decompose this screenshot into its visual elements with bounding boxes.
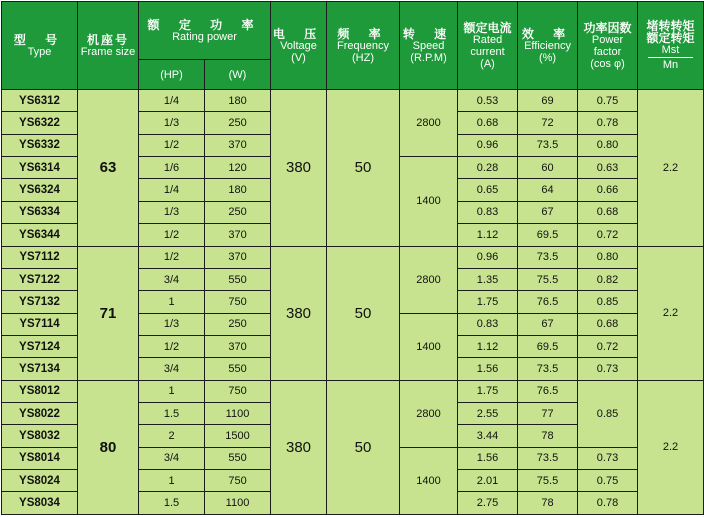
power-hp-cell: 3/4 — [139, 447, 205, 469]
power-factor-cell: 0.85 — [578, 291, 638, 313]
header-frequency-unit: (HZ) — [352, 51, 375, 64]
header-type — [2, 2, 78, 90]
header-efficiency — [518, 2, 578, 90]
header-efficiency-en: Efficiency — [524, 39, 571, 52]
header-voltage-en: Voltage — [280, 39, 317, 52]
speed-cell: 2800 — [400, 246, 458, 313]
header-voltage-cn: 电 压 — [272, 26, 325, 41]
speed-cell: 2800 — [400, 380, 458, 447]
power-hp-cell: 1/3 — [139, 201, 205, 223]
power-w-cell: 370 — [205, 224, 271, 246]
power-factor-cell: 0.75 — [578, 470, 638, 492]
speed-cell: 1400 — [400, 447, 458, 514]
header-frequency-en: Frequency — [337, 39, 389, 52]
current-cell: 0.96 — [458, 134, 518, 156]
torque-cell: 2.2 — [638, 90, 704, 247]
efficiency-cell: 73.5 — [518, 134, 578, 156]
power-w-cell: 250 — [205, 313, 271, 335]
power-factor-cell: 0.78 — [578, 492, 638, 515]
type-cell: YS8024 — [2, 470, 78, 492]
power-factor-cell: 0.68 — [578, 201, 638, 223]
efficiency-cell: 75.5 — [518, 268, 578, 290]
power-factor-cell: 0.78 — [578, 112, 638, 134]
efficiency-cell: 73.5 — [518, 358, 578, 380]
header-power-cn: 额 定 功 率 — [147, 17, 262, 32]
frequency-cell: 50 — [327, 90, 400, 247]
header-type-en: Type — [27, 45, 52, 58]
header-frame-en: Frame size — [80, 45, 136, 58]
power-hp-cell: 1/3 — [139, 313, 205, 335]
header-speed-en: Speed — [412, 39, 445, 52]
header-power-w: (W) — [205, 60, 271, 90]
efficiency-cell: 73.5 — [518, 447, 578, 469]
power-factor-cell: 0.75 — [578, 90, 638, 112]
header-power-factor-cn: 功率因数 — [583, 20, 632, 35]
power-hp-cell: 1/2 — [139, 246, 205, 268]
current-cell: 0.68 — [458, 112, 518, 134]
current-cell: 1.56 — [458, 447, 518, 469]
power-factor-cell: 0.63 — [578, 157, 638, 179]
header-power-factor-en: Power factor — [591, 33, 624, 58]
type-cell: YS8032 — [2, 425, 78, 447]
power-factor-cell: 0.72 — [578, 335, 638, 357]
efficiency-cell: 76.5 — [518, 291, 578, 313]
table-body — [2, 90, 704, 515]
header-current-unit: (A) — [480, 57, 495, 70]
current-cell: 0.28 — [458, 157, 518, 179]
efficiency-cell: 67 — [518, 313, 578, 335]
power-w-cell: 550 — [205, 268, 271, 290]
type-cell: YS7122 — [2, 268, 78, 290]
efficiency-cell: 77 — [518, 403, 578, 425]
type-cell: YS6344 — [2, 224, 78, 246]
type-cell: YS6332 — [2, 134, 78, 156]
current-cell: 1.35 — [458, 268, 518, 290]
header-current — [458, 2, 518, 90]
power-hp-cell: 1/2 — [139, 224, 205, 246]
header-power — [139, 2, 271, 60]
efficiency-cell: 69.5 — [518, 224, 578, 246]
voltage-cell: 380 — [271, 90, 327, 247]
header-efficiency-cn: 效 率 — [521, 26, 574, 41]
power-factor-cell: 0.80 — [578, 134, 638, 156]
type-cell: YS7134 — [2, 358, 78, 380]
power-factor-cell: 0.72 — [578, 224, 638, 246]
efficiency-cell: 69 — [518, 90, 578, 112]
power-factor-cell: 0.82 — [578, 268, 638, 290]
power-factor-cell: 0.73 — [578, 358, 638, 380]
power-w-cell: 550 — [205, 358, 271, 380]
current-cell: 1.56 — [458, 358, 518, 380]
efficiency-cell: 72 — [518, 112, 578, 134]
header-torque-den: Mn — [648, 57, 693, 71]
power-hp-cell: 3/4 — [139, 358, 205, 380]
power-w-cell: 370 — [205, 335, 271, 357]
header-torque-cn-1: 堵转转矩 — [646, 19, 695, 33]
efficiency-cell: 60 — [518, 157, 578, 179]
current-cell: 3.44 — [458, 425, 518, 447]
speed-cell: 1400 — [400, 313, 458, 380]
current-cell: 0.96 — [458, 246, 518, 268]
type-cell: YS7114 — [2, 313, 78, 335]
torque-cell: 2.2 — [638, 246, 704, 380]
table-row — [2, 246, 704, 268]
type-cell: YS6334 — [2, 201, 78, 223]
current-cell: 2.55 — [458, 403, 518, 425]
torque-cell: 2.2 — [638, 380, 704, 514]
power-hp-cell: 1.5 — [139, 492, 205, 515]
efficiency-cell: 78 — [518, 425, 578, 447]
power-w-cell: 1100 — [205, 492, 271, 515]
header-torque — [638, 2, 704, 90]
frame-cell: 80 — [78, 380, 139, 514]
header-power-factor-unit: (cos φ) — [590, 57, 625, 70]
type-cell: YS8034 — [2, 492, 78, 515]
power-w-cell: 370 — [205, 134, 271, 156]
power-hp-cell: 2 — [139, 425, 205, 447]
header-power-factor — [578, 2, 638, 90]
table-row — [2, 90, 704, 112]
power-factor-cell: 0.68 — [578, 313, 638, 335]
efficiency-cell: 64 — [518, 179, 578, 201]
power-factor-cell: 0.85 — [578, 380, 638, 447]
type-cell: YS8022 — [2, 403, 78, 425]
current-cell: 0.83 — [458, 313, 518, 335]
power-hp-cell: 1 — [139, 291, 205, 313]
type-cell: YS6324 — [2, 179, 78, 201]
header-voltage-unit: (V) — [291, 51, 306, 64]
efficiency-cell: 76.5 — [518, 380, 578, 402]
efficiency-cell: 78 — [518, 492, 578, 515]
header-frequency — [327, 2, 400, 90]
type-cell: YS6314 — [2, 157, 78, 179]
header-voltage — [271, 2, 327, 90]
power-w-cell: 250 — [205, 112, 271, 134]
type-cell: YS6312 — [2, 90, 78, 112]
frame-cell: 71 — [78, 246, 139, 380]
power-factor-cell: 0.66 — [578, 179, 638, 201]
power-w-cell: 1100 — [205, 403, 271, 425]
current-cell: 0.53 — [458, 90, 518, 112]
header-type-cn: 型 号 — [13, 32, 66, 47]
power-w-cell: 750 — [205, 291, 271, 313]
header-speed — [400, 2, 458, 90]
type-cell: YS7124 — [2, 335, 78, 357]
power-hp-cell: 3/4 — [139, 268, 205, 290]
header-frequency-cn: 频 率 — [337, 26, 389, 41]
voltage-cell: 380 — [271, 246, 327, 380]
header-power-en: Rating power — [172, 30, 237, 43]
header-current-en: Rated current — [470, 33, 505, 58]
power-hp-cell: 1/4 — [139, 179, 205, 201]
power-hp-cell: 1/2 — [139, 134, 205, 156]
power-w-cell: 120 — [205, 157, 271, 179]
current-cell: 0.83 — [458, 201, 518, 223]
power-hp-cell: 1.5 — [139, 403, 205, 425]
motor-spec-table — [1, 1, 704, 515]
power-hp-cell: 1/6 — [139, 157, 205, 179]
header-speed-unit: (R.P.M) — [410, 51, 447, 64]
power-hp-cell: 1 — [139, 470, 205, 492]
header-torque-num: Mst — [661, 44, 680, 56]
power-w-cell: 180 — [205, 90, 271, 112]
current-cell: 2.01 — [458, 470, 518, 492]
frequency-cell: 50 — [327, 246, 400, 380]
frequency-cell: 50 — [327, 380, 400, 514]
power-factor-cell: 0.80 — [578, 246, 638, 268]
power-w-cell: 1500 — [205, 425, 271, 447]
current-cell: 0.65 — [458, 179, 518, 201]
power-w-cell: 180 — [205, 179, 271, 201]
efficiency-cell: 67 — [518, 201, 578, 223]
header-speed-cn: 转 速 — [402, 26, 455, 41]
power-w-cell: 750 — [205, 380, 271, 402]
current-cell: 1.12 — [458, 224, 518, 246]
type-cell: YS7132 — [2, 291, 78, 313]
power-hp-cell: 1/4 — [139, 90, 205, 112]
speed-cell: 2800 — [400, 90, 458, 157]
header-torque-cn-2: 额定转矩 — [646, 31, 695, 45]
power-w-cell: 370 — [205, 246, 271, 268]
current-cell: 2.75 — [458, 492, 518, 515]
power-hp-cell: 1 — [139, 380, 205, 402]
efficiency-cell: 69.5 — [518, 335, 578, 357]
table-row — [2, 380, 704, 402]
current-cell: 1.75 — [458, 380, 518, 402]
current-cell: 1.12 — [458, 335, 518, 357]
header-frame-cn: 机座号 — [86, 32, 129, 47]
type-cell: YS6322 — [2, 112, 78, 134]
voltage-cell: 380 — [271, 380, 327, 514]
power-hp-cell: 1/3 — [139, 112, 205, 134]
header-frame — [78, 2, 139, 90]
frame-cell: 63 — [78, 90, 139, 247]
type-cell: YS8012 — [2, 380, 78, 402]
type-cell: YS7112 — [2, 246, 78, 268]
type-cell: YS8014 — [2, 447, 78, 469]
table-header — [2, 2, 704, 90]
power-factor-cell: 0.73 — [578, 447, 638, 469]
header-power-hp: (HP) — [139, 60, 205, 90]
power-w-cell: 250 — [205, 201, 271, 223]
efficiency-cell: 75.5 — [518, 470, 578, 492]
power-w-cell: 750 — [205, 470, 271, 492]
power-hp-cell: 1/2 — [139, 335, 205, 357]
power-w-cell: 550 — [205, 447, 271, 469]
current-cell: 1.75 — [458, 291, 518, 313]
header-efficiency-unit: (%) — [538, 51, 557, 64]
header-current-cn: 额定电流 — [463, 20, 512, 35]
efficiency-cell: 73.5 — [518, 246, 578, 268]
speed-cell: 1400 — [400, 157, 458, 246]
